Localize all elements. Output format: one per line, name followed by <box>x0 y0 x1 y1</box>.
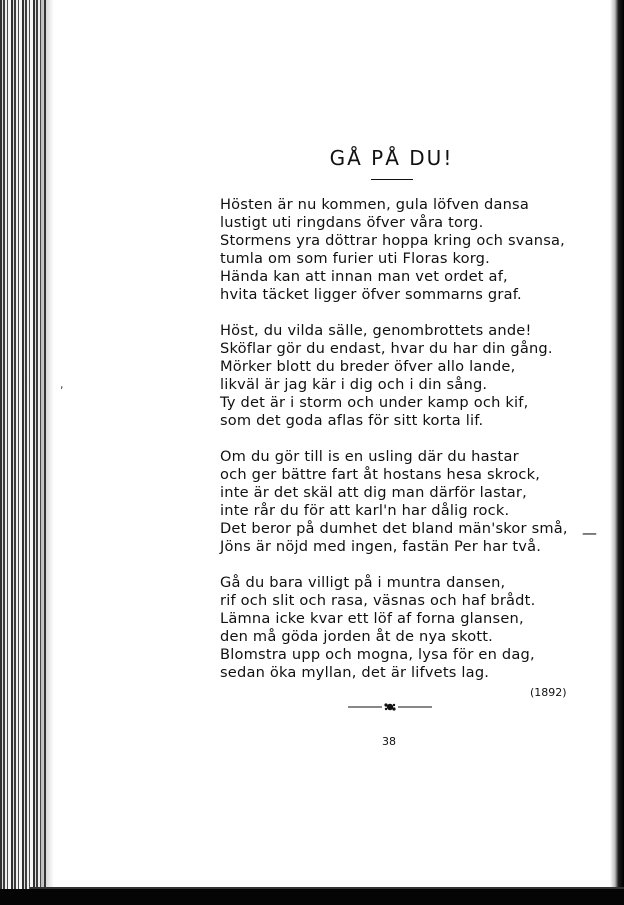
poem-year: (1892) <box>530 686 567 699</box>
stanza-3 <box>220 448 570 556</box>
verse-line: Jöns är nöjd med ingen, fastän Per har två. <box>220 538 542 555</box>
verse-line: lustigt uti ringdans öfver våra torg. <box>220 214 484 231</box>
verse-line: Sköflar gör du endast, hvar du har din gång. <box>220 340 553 357</box>
verse-line: Om du gör till is en usling där du hastar <box>220 448 519 465</box>
verse-line: Det beror på dumhet det bland män'skor små, <box>220 520 568 537</box>
verse-line: inte rår du för att karl'n har dålig rock. <box>220 502 510 519</box>
binding-shadow <box>40 0 54 905</box>
stanza-2 <box>220 322 570 430</box>
verse-line: tumla om som furier uti Floras korg. <box>220 250 490 267</box>
verse-line: likväl är jag kär i dig och i din sång. <box>220 376 488 393</box>
page-right-edge <box>610 0 624 905</box>
verse-line: Blomstra upp och mogna, lysa för en dag, <box>220 646 535 663</box>
verse-line: Stormens yra döttrar hoppa kring och svansa, <box>220 232 565 249</box>
verse-line: rif och slit och rasa, väsnas och haf brådt. <box>220 592 536 609</box>
poem-title: GÅ PÅ DU! <box>329 146 454 170</box>
verse-line: Hösten är nu kommen, gula löfven dansa <box>220 196 529 213</box>
verse-line: och ger bättre fart åt hostans hesa skrock, <box>220 466 541 483</box>
stanza-4 <box>220 574 570 682</box>
verse-line: hvita täcket ligger öfver sommarns graf. <box>220 286 522 303</box>
verse-line: inte är det skäl att dig man därför lastar, <box>220 484 527 501</box>
stray-pencil-mark: , <box>60 378 64 391</box>
stanza-1 <box>220 196 570 304</box>
verse-line: sedan öka myllan, det är lifvets lag. <box>220 664 490 681</box>
verse-line: Hända kan att innan man vet ordet af, <box>220 268 508 285</box>
verse-line: Ty det är i storm och under kamp och kif, <box>220 394 529 411</box>
margin-dash: — <box>582 524 597 542</box>
verse-line: den må göda jorden åt de nya skott. <box>220 628 494 645</box>
title-rule <box>371 179 413 180</box>
verse-line: Gå du bara villigt på i muntra dansen, <box>220 574 506 591</box>
floral-ornament-icon <box>348 702 432 712</box>
verse-line: Höst, du vilda sälle, genombrottets ande! <box>220 322 532 339</box>
scan-bottom-band <box>0 889 624 905</box>
verse-line: Mörker blott du breder öfver allo lande, <box>220 358 516 375</box>
verse-line: som det goda aflas för sitt korta lif. <box>220 412 484 429</box>
verse-line: Lämna icke kvar ett löf af forna glansen, <box>220 610 524 627</box>
page-number: 38 <box>382 735 396 748</box>
